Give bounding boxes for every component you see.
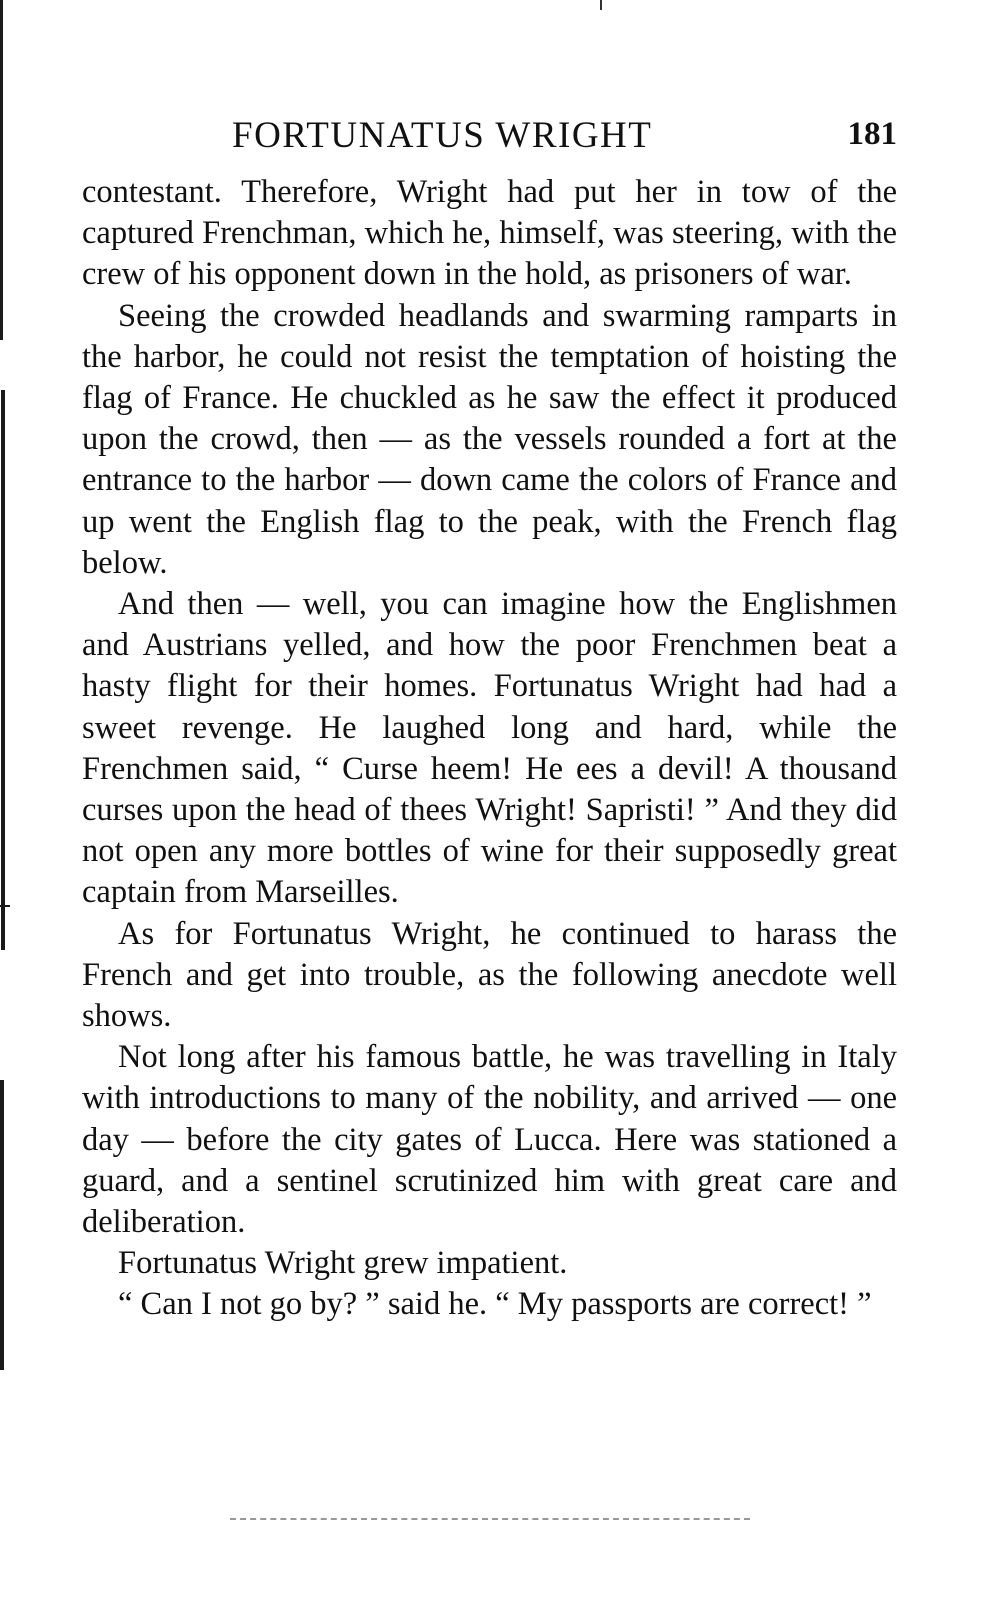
running-title: FORTUNATUS WRIGHT <box>232 115 653 156</box>
scan-edge-tick <box>0 905 10 907</box>
page-header <box>82 108 897 172</box>
paragraph: Not long after his famous battle, he was travelling in Italy with introductions to many of the nobility, and arrived — one day — before the city gates of Lucca. Here was stationed a guard, and a sentinel scrutinized him with great care and deliberation. <box>82 1039 897 1241</box>
scan-edge-shadow <box>1 390 5 950</box>
paragraph: contestant. Therefore, Wright had put her in tow of the captured Frenchman, which he, himself, was steering, with the crew of his opponent down in the hold, as prisoners of war. <box>82 174 897 293</box>
paragraph: “ Can I not go by? ” said he. “ My passports are correct! ” <box>118 1286 872 1323</box>
scan-edge-shadow <box>0 0 3 340</box>
paragraph: As for Fortunatus Wright, he continued to harass the French and get into trouble, as the following anecdote well shows. <box>82 915 897 1035</box>
scan-top-mark <box>600 0 602 10</box>
scan-edge-shadow <box>0 1080 4 1370</box>
page-body <box>82 172 897 1326</box>
footer-print-marks <box>230 1518 750 1524</box>
paragraph: Seeing the crowded headlands and swarming ramparts in the harbor, he could not resist the temptation of hoisting the flag of France. He chuckled as he saw the effect it produced upon the crowd, then — as the vessels rounded a fort at the entrance to the harbor — down came the colors of France and up went the English flag to the peak, with the French flag below. <box>82 297 897 581</box>
paragraph: Fortunatus Wright grew impatient. <box>118 1245 568 1282</box>
book-page <box>82 108 897 1326</box>
paragraph: And then — well, you can imagine how the Englishmen and Austrians yelled, and how the poor Frenchmen beat a hasty flight for their homes. Fortunatus Wright had had a sweet revenge. He laughed long and hard, while the Frenchmen said, “ Curse heem! He ees a devil! A thousand curses upon the head of thees Wright! Sapristi! ” And they did not open any more bottles of wine for their supposedly great captain from Marseilles. <box>82 586 897 911</box>
page-number: 181 <box>847 116 897 152</box>
